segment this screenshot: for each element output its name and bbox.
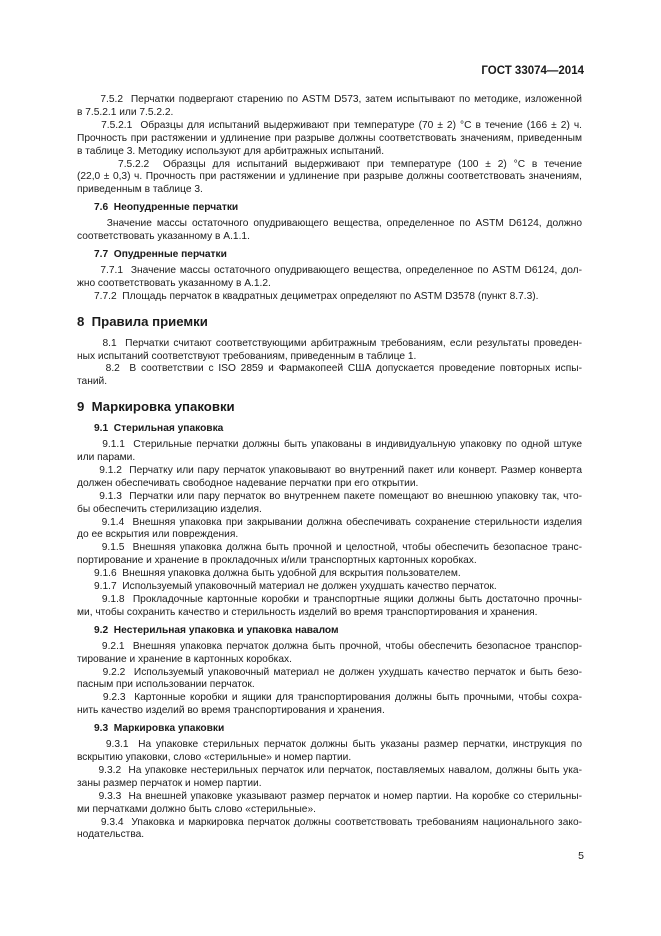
paragraph xyxy=(77,568,582,581)
text-line: 7.7.2 Площадь перчаток в квадратных дециметрах определяют по ASTM D3578 (пункт 8.7.3). xyxy=(77,290,539,302)
text-line: 9.3.2 На упаковке нестерильных перчаток или перчаток, поставляемых навалом, должны быть ука- xyxy=(77,764,582,776)
paragraph xyxy=(77,338,582,364)
text-line: жно соответствовать указанному в А.1.2. xyxy=(77,277,271,289)
text-line: 9.1.8 Прокладочные картонные коробки и транспортные ящики должны быть достаточно прочны- xyxy=(77,594,582,605)
subsection-heading: 7.6 Неопудренные перчатки xyxy=(77,202,239,214)
text-line: в таблице 3. Методику используют для арбитражных испытаний. xyxy=(77,145,385,157)
paragraph xyxy=(77,465,582,491)
paragraph xyxy=(77,363,582,389)
text-line: нить качество изделий во время транспортирования и хранения. xyxy=(77,705,385,717)
text-line: тирование и хранение в картонных коробках. xyxy=(77,653,292,665)
paragraph xyxy=(77,439,582,465)
text-line: 7.5.2 Перчатки подвергают старению по ASTM D573, затем испытывают по методике, изложенной xyxy=(77,94,582,105)
page-number: 5 xyxy=(578,850,584,862)
text-line: 9.2.1 Внешняя упаковка перчаток должна быть прочной, чтобы обеспечить безопасное транспор- xyxy=(77,640,582,652)
document-body xyxy=(77,94,582,842)
standard-header: ГОСТ 33074—2014 xyxy=(481,65,584,77)
paragraph xyxy=(77,159,582,198)
paragraph xyxy=(77,667,582,693)
text-line: Значение массы остаточного опудривающего вещества, определенное по ASTM D6124, должно xyxy=(77,218,582,230)
text-line: до ее вскрытия или повреждения. xyxy=(77,529,239,541)
text-line: заны размер перчаток и номер партии. xyxy=(77,777,262,789)
subsection-heading: 7.7 Опудренные перчатки xyxy=(77,248,227,260)
text-line: соответствовать указанному в А.1.1. xyxy=(77,231,250,243)
text-line: таний. xyxy=(77,376,108,388)
subsection-heading: 9.2 Нестерильная упаковка и упаковка навалом xyxy=(77,624,339,636)
text-line: 9.1.4 Внешняя упаковка при закрывании должна обеспечивать сохранение стерильности изделия xyxy=(77,516,582,528)
text-line: 9.1.6 Внешняя упаковка должна быть удобной для вскрытия пользователем. xyxy=(77,568,461,580)
text-line: ми перчатками должно быть слово «стерильные». xyxy=(77,803,316,815)
text-line: ных испытаний соответствуют требованиям, приведенным в таблице 1. xyxy=(77,350,417,362)
paragraph xyxy=(77,791,582,817)
text-line: 9.2.2 Используемый упаковочный материал не должен ухудшать качество перчаток и быть безо- xyxy=(77,666,582,678)
text-line: 9.1.1 Стерильные перчатки должны быть упакованы в индивидуальную упаковку по одной штуке xyxy=(77,439,582,451)
paragraph xyxy=(77,581,582,594)
paragraph xyxy=(77,218,582,244)
text-line: 9.3.1 На упаковке стерильных перчаток должны быть указаны размер перчатки, инструкция по xyxy=(77,739,582,751)
text-line: 9.1.5 Внешняя упаковка должна быть прочной и целостной, чтобы обеспечить безопасное транс- xyxy=(77,542,582,554)
text-line: бы обеспечить стерилизацию изделия. xyxy=(77,503,262,515)
text-line: 8.1 Перчатки считают соответствующими арбитражным требованиям, если результаты проведен- xyxy=(77,337,582,349)
paragraph xyxy=(77,94,582,120)
text-line: 9.1.2 Перчатку или пару перчаток упаковывают во внутренний пакет или конверт. Размер конверта xyxy=(77,464,582,476)
text-line: Прочность при растяжении и удлинение при разрыве должны соответствовать значениям, приведенным xyxy=(77,132,582,144)
text-line: 7.7.1 Значение массы остаточного опудривающего вещества, определенное по ASTM D6124, дол- xyxy=(77,264,582,276)
paragraph xyxy=(77,594,582,620)
text-line: (22,0 ± 0,3) ч. Прочность при растяжении и удлинение при разрыве должны соответствовать значениям, xyxy=(77,171,582,183)
paragraph xyxy=(77,641,582,667)
subsection-heading: 9.3 Маркировка упаковки xyxy=(77,723,225,735)
section-heading: 8 Правила приемки xyxy=(77,313,208,329)
paragraph xyxy=(77,739,582,765)
text-line: приведенным в таблице 3. xyxy=(77,184,203,196)
text-line: в 7.5.2.1 или 7.5.2.2. xyxy=(77,106,174,118)
text-line: 8.2 В соответствии с ISO 2859 и Фармакопеей США допускается проведение повторных испы- xyxy=(77,363,582,375)
section-heading: 9 Маркировка упаковки xyxy=(77,399,235,415)
paragraph xyxy=(77,120,582,159)
paragraph xyxy=(77,517,582,543)
paragraph xyxy=(77,692,582,718)
text-line: 9.3.4 Упаковка и маркировка перчаток должны соответствовать требованиям национального зако- xyxy=(77,816,582,828)
text-line: 9.1.7 Используемый упаковочный материал не должен ухудшать качество перчаток. xyxy=(77,581,497,593)
paragraph xyxy=(77,817,582,843)
text-line: пасным при использовании перчаток. xyxy=(77,679,255,691)
text-line: должен обеспечивать свободное надевание перчатки при его открытии. xyxy=(77,477,419,489)
text-line: вскрытию упаковки, слово «стерильные» и номер партии. xyxy=(77,751,352,763)
paragraph xyxy=(77,542,582,568)
paragraph xyxy=(77,491,582,517)
text-line: 9.1.3 Перчатки или пару перчаток во внутреннем пакете помещают во внешнюю упаковку так, что- xyxy=(77,490,582,502)
paragraph xyxy=(77,291,582,304)
text-line: 7.5.2.2 Образцы для испытаний выдерживают при температуре (100 ± 2) °С в течение xyxy=(77,158,582,170)
text-line: 7.5.2.1 Образцы для испытаний выдерживают при температуре (70 ± 2) °С в течение (166 ± 2) ч. xyxy=(77,119,582,131)
text-line: ми, чтобы сохранить качество и стерильность изделий во время транспортирования и хранения. xyxy=(77,606,538,618)
paragraph xyxy=(77,265,582,291)
paragraph xyxy=(77,765,582,791)
text-line: 9.3.3 На внешней упаковке указывают размер перчаток и номер партии. На коробке со стерильны- xyxy=(77,790,582,802)
text-line: портирование и хранение в прокладочных и/или транспортных картонных коробках. xyxy=(77,555,477,567)
text-line: 9.2.3 Картонные коробки и ящики для транспортирования должны быть прочными, чтобы сохра- xyxy=(77,692,582,704)
subsection-heading: 9.1 Стерильная упаковка xyxy=(77,423,224,435)
text-line: нодательства. xyxy=(77,829,145,841)
text-line: или парами. xyxy=(77,452,136,464)
